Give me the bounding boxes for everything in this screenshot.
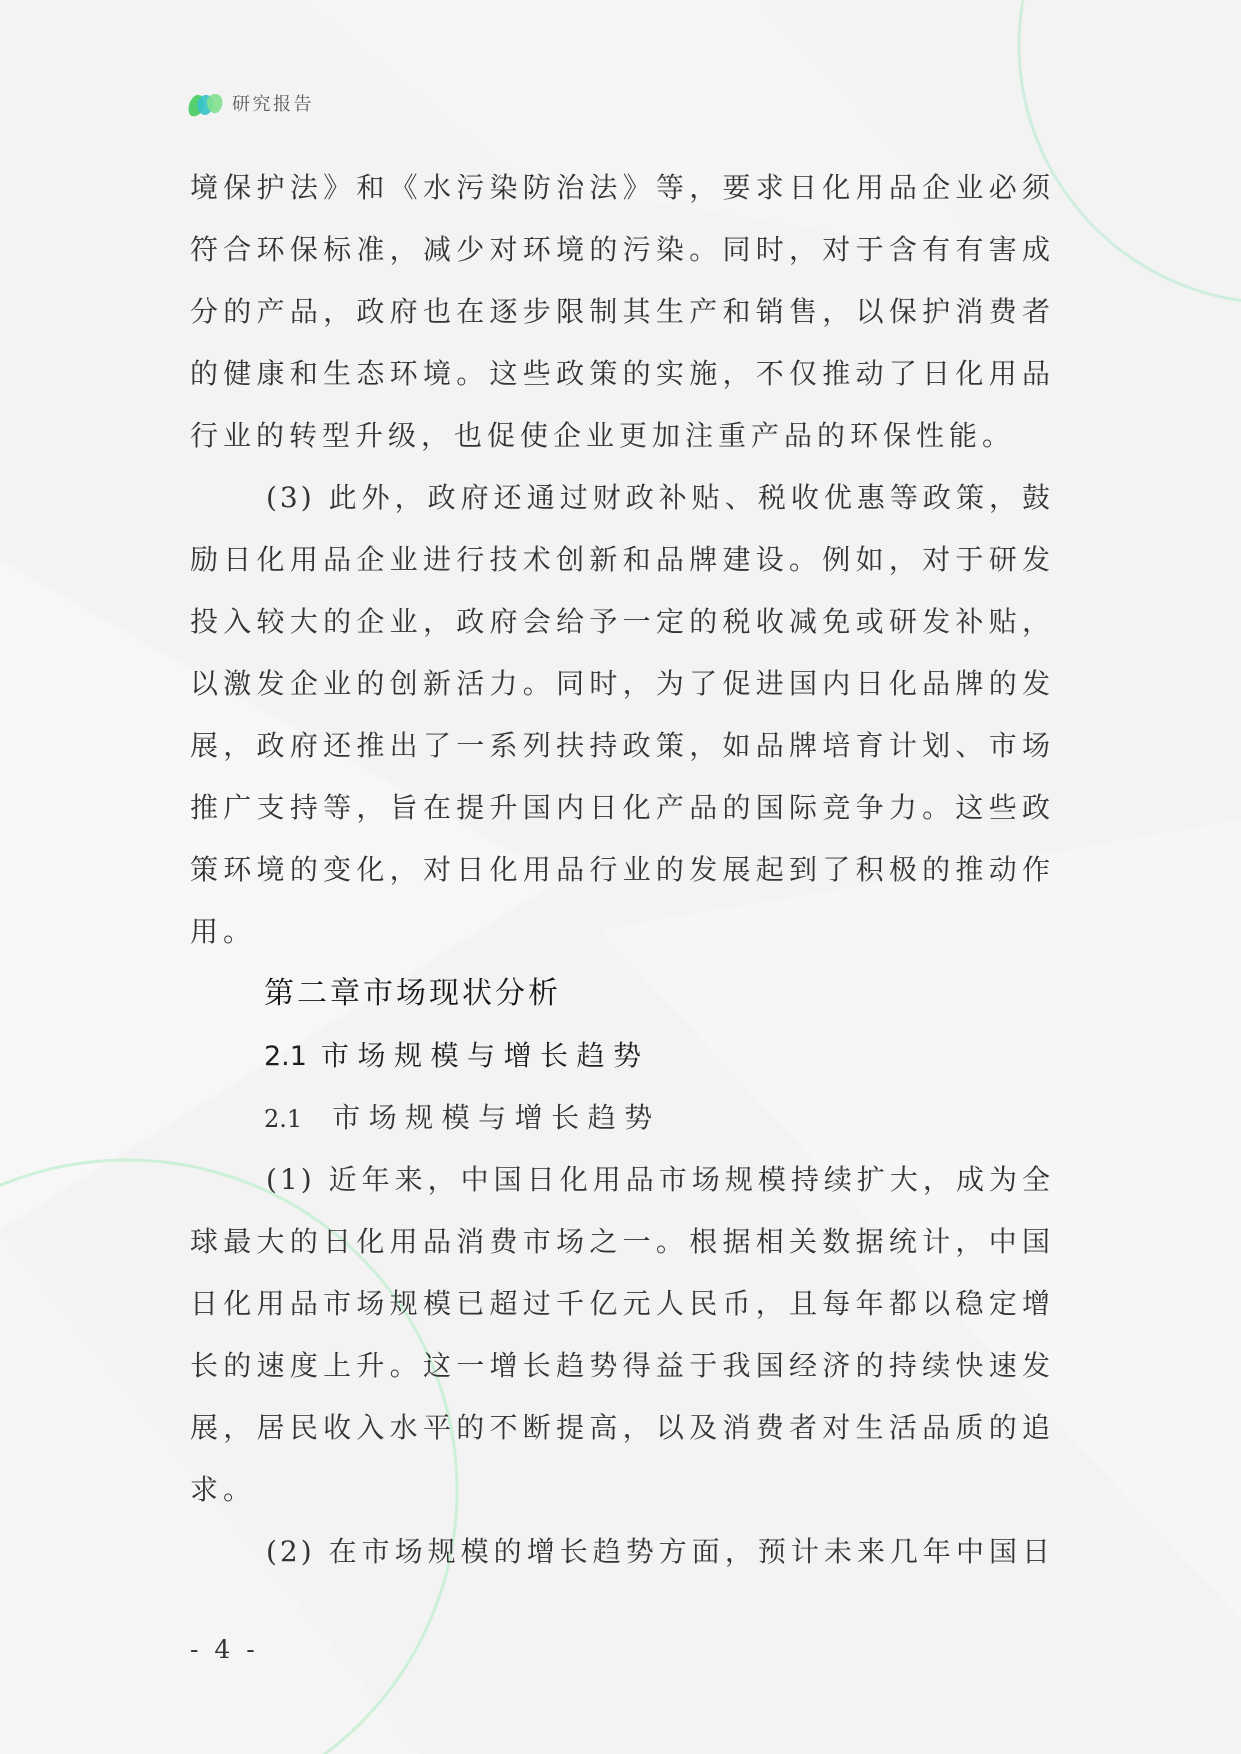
body-line: 展，政府还推出了一系列扶持政策，如品牌培育计划、市场 [190, 729, 1053, 762]
paragraph-first-line: (3) 此外，政府还通过财政补贴、税收优惠等政策，鼓 [266, 481, 1053, 514]
paragraph-first-line: (1) 近年来，中国日化用品市场规模持续扩大，成为全 [266, 1163, 1053, 1196]
page-number: - 4 - [190, 1635, 259, 1664]
body-line: 符合环保标准，减少对环境的污染。同时，对于含有有害成 [190, 233, 1053, 266]
body-line: 推广支持等，旨在提升国内日化产品的国际竞争力。这些政 [190, 791, 1053, 824]
section-number: 2.1 [264, 1041, 307, 1072]
body-line: 投入较大的企业，政府会给予一定的税收减免或研发补贴， [190, 605, 1053, 638]
body-line: 行业的转型升级，也促使企业更加注重产品的环保性能。 [190, 419, 1016, 452]
report-header [186, 88, 314, 122]
section-title: 市场规模与增长趋势 [332, 1101, 661, 1134]
report-label: 研究报告 [232, 94, 314, 115]
body-line: 以激发企业的创新活力。同时，为了促进国内日化品牌的发 [190, 667, 1053, 700]
body-line: 励日化用品企业进行技术创新和品牌建设。例如，对于研发 [190, 543, 1053, 576]
section-heading-body [190, 1087, 1053, 1149]
body-line: 日化用品市场规模已超过千亿元人民币，且每年都以稳定增 [190, 1287, 1053, 1320]
section-number: 2.1 [264, 1105, 303, 1133]
paragraph-first-line: (2) 在市场规模的增长趋势方面，预计未来几年中国日 [266, 1535, 1053, 1568]
chapter-heading: 第二章市场现状分析 [264, 976, 561, 1011]
document-body [190, 157, 1053, 1583]
body-line: 的健康和生态环境。这些政策的实施，不仅推动了日化用品 [190, 357, 1053, 390]
section-heading [190, 1025, 1053, 1087]
body-line: 境保护法》和《水污染防治法》等，要求日化用品企业必须 [190, 171, 1053, 204]
body-line: 展，居民收入水平的不断提高，以及消费者对生活品质的追 [190, 1411, 1053, 1444]
body-line: 策环境的变化，对日化用品行业的发展起到了积极的推动作 [190, 853, 1053, 886]
body-line: 球最大的日化用品消费市场之一。根据相关数据统计，中国 [190, 1225, 1053, 1258]
body-line: 长的速度上升。这一增长趋势得益于我国经济的持续快速发 [190, 1349, 1053, 1382]
body-line: 分的产品，政府也在逐步限制其生产和销售，以保护消费者 [190, 295, 1053, 328]
body-line: 求。 [190, 1473, 257, 1506]
logo-icon [186, 89, 224, 121]
body-line: 用。 [190, 915, 257, 948]
section-title: 市场规模与增长趋势 [320, 1039, 650, 1072]
